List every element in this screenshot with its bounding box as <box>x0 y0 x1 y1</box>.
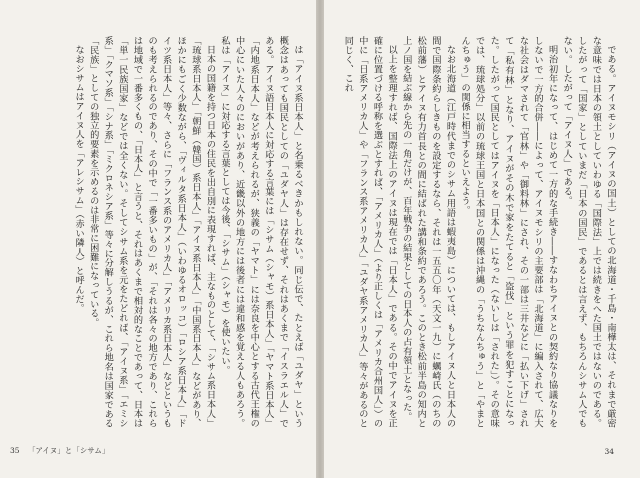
right-page <box>324 0 640 478</box>
paragraph: なおシサムはアイヌ人を「アレシサム」（赤い隣人）と呼んだ。 <box>73 45 85 314</box>
paragraph: 以上を整理すれば、国際法上のアイヌは現在では「日本人」である。その中でアイヌを正確に位置づける呼称を選ぶとすれば、「アメリカ人」（より正しくは「アメリカ合州国人」）の中に「日系アメリカ人」や「フランス系アメリカ人」「ユダヤ系アメリカ人」等々があるのと同じく、これ <box>342 36 398 428</box>
left-page-footer <box>10 445 115 456</box>
paragraph: は「アイヌ系日本人」と名乗るべきかもしれない。同じ伝で、たとえば「ユダヤ」という概念はあっても国民としての「ユダヤ人」は存在せず、それはあくまで「イスラエル人」である。アイヌ語日本人に対応する言葉には「シサム（シャモ）系日本人」「ヤマト系日本人」「内地系日本人」などが考えられるが、狭義の「ヤマト」には奈良を中心とする古代王権の中心にいた人々のにおいがあり、近畿以外の地方には後者には違和感を覚える人もあろう。私は「アイヌ」に対応する言葉としては今後、「シサム」（シャモ）を使いたい。 <box>219 36 303 428</box>
paragraph: 明治初年になって、はじめて一方的な手続き――すなわちアイヌとの契約なり協議なりをしないで一方的合併――によって、アイヌモシリの主要部は「北海道」に編入されて、広大な社会はダマされて「官林」や「御料林」にされ、その一部は三井などに「払い下げ」されて「私有林」となり、アイヌがその木で家をたてると「盗伐」という罪を犯すことになった。したがって国民としてはアイヌを「日本人」になった（ないしは「された」）。その意味では、琉球処分」以前の琉球王国と日本国との関係は沖縄の「うちなんちゅう」と「やまとんちゅう」の関係に相当するといえよう。 <box>459 36 558 428</box>
right-page-footer <box>604 447 620 456</box>
paragraph: である。アイヌモシリ（アイヌの国土）としての北海道・千島・南樺太は、それまで厳密な意味では日本の領土としていわゆる「国際法」上では続きをへた国土ではないのである。したがって「国家」としていまだ「日本の国民」であるとは言えず、もちろんシサム人でもない。したがって「アイヌ人」である。 <box>561 36 616 428</box>
paragraph: なお北海道（江戸時代までのシサム用語は蝦夷島）については、もしアイヌ人と日本人の間で国際条約らしきものを設定するなら、それは一五五〇年（天文一九）に蠣崎氏（のちの松前藩）とアイヌ有力首長との間に結ばれた講和条約であろう。このとき松前半島の知内と上ノ国を結ぶ線から先の一角だけが、百年戦争の結果としての日本人の占有領土となった。 <box>400 36 456 428</box>
book-gutter <box>316 0 324 478</box>
paragraph: 日本の国籍を持つ日本の住民を出自別に表現すれば、主なものとして、「シサム系日本人」「琉球系日本人」「朝鮮（韓国）系日本人」「アイヌ系日本人」「中国系日本人」などがあり、ほかにもごく少数ながら、「ヴィルタ系日本人」（いわゆるオロッコ）「ロシア系日本人」「ドイツ系日本人」等々、さらに「フランス系のアメリカ人」「アメリカ系日本人」などというものも考えられるのであり、その中で「一番多いもの」が、「それは各々の地方であり、これらは地域で一番多くもの、「日本人」と言うと、それはあくまで相対的なことであって、日本は「単一民族国家」などでは全くない。そしてシサム系を元をたどれば、「アイヌ系」「エミシ系」「クマソ系」「シナ系」「ミクロネシア系」等々に分解しうるが、これら地名は国家である「民族」としての独立的要素を示めるのは非常に困難になっている。 <box>87 36 216 428</box>
left-page <box>0 0 316 478</box>
page-number: 34 <box>604 447 614 456</box>
page-number: 35 <box>10 446 20 455</box>
right-page-text <box>342 36 617 428</box>
left-page-text <box>34 36 304 428</box>
running-head: 「アイヌ」と「シサム」 <box>27 446 110 455</box>
